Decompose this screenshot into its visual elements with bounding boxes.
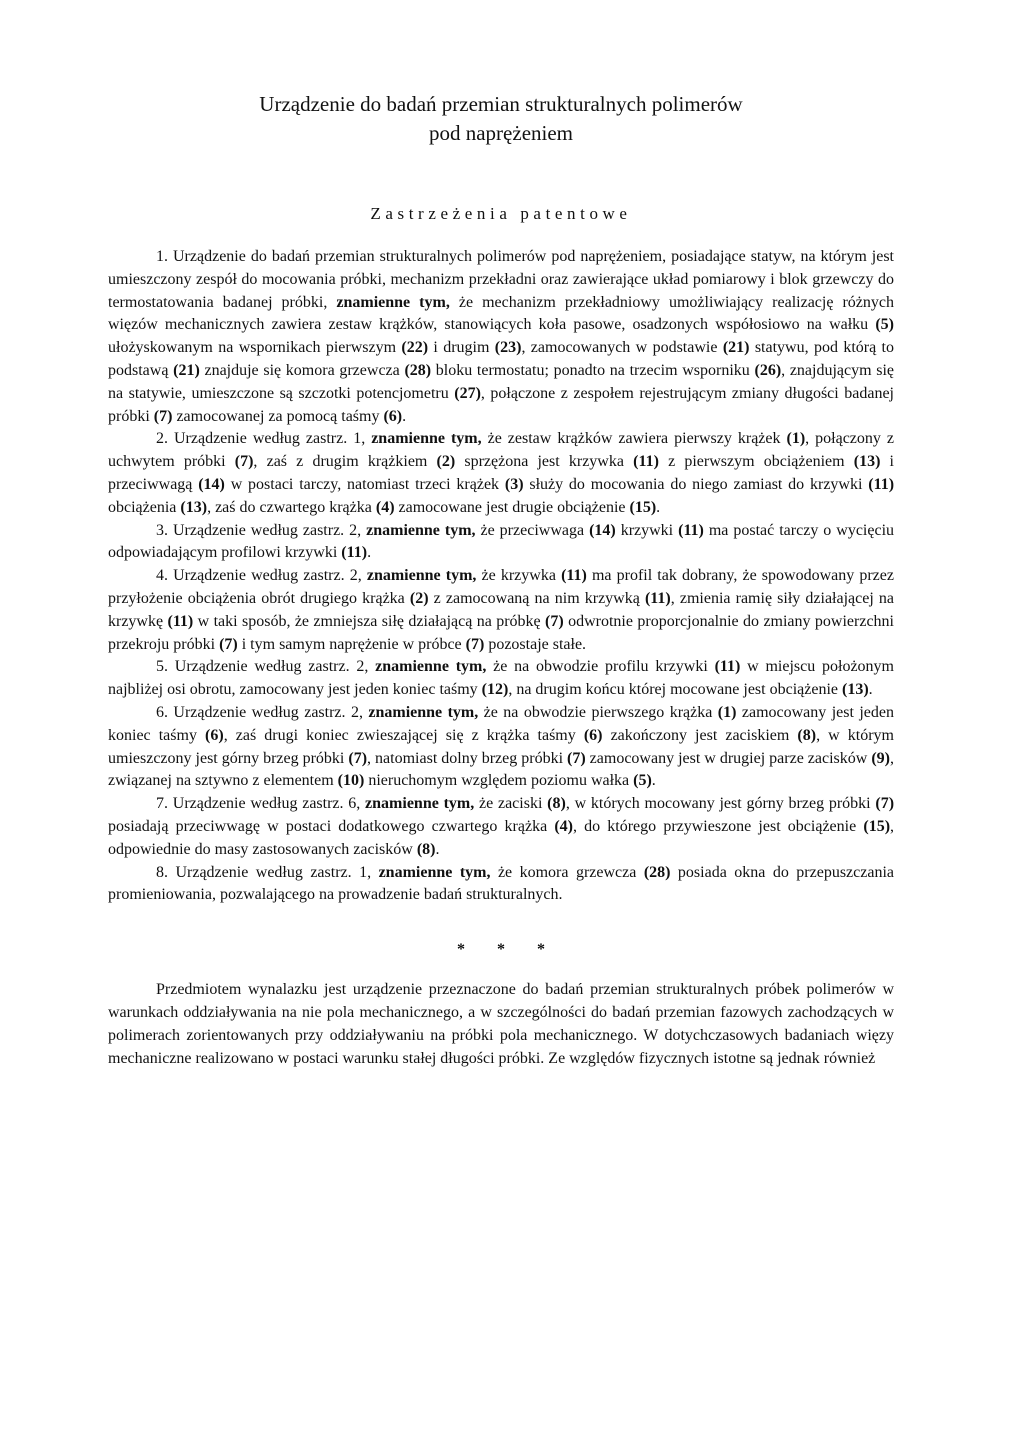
- claim-emphasis: znamienne tym,: [378, 863, 491, 881]
- description-paragraph: Przedmiotem wynalazku jest urządzenie przeznaczone do badań przemian strukturalnych próbek polimerów w warunkach oddziaływania na nie pola mechanicznego, a w szczególności do badań przemian fazowych zachodzących w polimerach zorientowanych przy oddziaływaniu na próbki pola mechanicznego. W dotychczasowych badaniach więzy mechaniczne realizowano w postaci warunku stałej długości próbki. Ze względów fizycznych istotne są jednak również: [108, 981, 894, 1067]
- claim-emphasis: znamienne tym,: [375, 658, 487, 676]
- claim-text: i drugim: [428, 339, 495, 357]
- claim-emphasis: (21): [722, 339, 750, 357]
- section-heading: Zastrzeżenia patentowe: [370, 204, 632, 223]
- claim-text: pozostaje stałe.: [484, 635, 587, 653]
- claims-list: [108, 246, 894, 907]
- claim-emphasis: (13): [842, 681, 869, 699]
- claim-emphasis: (2): [436, 453, 456, 471]
- claim-emphasis: (13): [180, 498, 208, 516]
- claim-text: .: [402, 407, 407, 425]
- claim-text: , połączony z uchwytem próbki: [108, 430, 894, 471]
- claim-text: bloku termostatu; ponadto na trzecim wsporniku: [431, 361, 755, 379]
- claim-emphasis: (6): [383, 407, 403, 425]
- claim-paragraph: [108, 246, 894, 428]
- claim-emphasis: (28): [404, 361, 432, 379]
- claim-emphasis: (10): [337, 772, 365, 790]
- claim-text: , znajdującym się na statywie, umieszczone są szczotki potencjometru: [108, 361, 895, 402]
- claim-text: obciążenia: [108, 498, 181, 516]
- claim-emphasis: (27): [454, 384, 481, 402]
- claim-text: 3. Urządzenie według zastrz. 2,: [156, 521, 367, 539]
- claim-emphasis: (9): [871, 749, 890, 767]
- claim-text: z pierwszym obciążeniem: [658, 453, 854, 471]
- claim-text: krzywki: [615, 521, 679, 539]
- claim-text: .: [651, 772, 656, 790]
- claim-emphasis: znamienne tym,: [366, 521, 476, 539]
- claim-text: w postaci tarczy, natomiast trzeci krążek: [224, 475, 505, 493]
- claim-emphasis: (5): [875, 316, 894, 334]
- claim-text: i przeciwwagą: [108, 453, 895, 493]
- claim-emphasis: znamienne tym,: [336, 293, 450, 311]
- claim-emphasis: (7): [219, 635, 238, 653]
- claim-emphasis: (4): [554, 817, 573, 835]
- claim-text: zamocowane jest drugie obciążenie: [394, 498, 630, 516]
- claim-emphasis: (3): [504, 475, 524, 493]
- claim-emphasis: (11): [633, 453, 659, 471]
- claim-text: 4. Urządzenie według zastrz. 2,: [156, 567, 367, 585]
- claim-emphasis: (7): [234, 453, 254, 471]
- claim-emphasis: (11): [644, 589, 671, 607]
- claim-paragraph: [108, 702, 894, 793]
- claim-emphasis: (7): [567, 749, 586, 767]
- claim-emphasis: znamienne tym,: [371, 430, 482, 448]
- claim-emphasis: (11): [714, 658, 741, 676]
- claim-text: .: [367, 544, 372, 562]
- claim-text: znajduje się komora grzewcza: [199, 361, 405, 379]
- claim-emphasis: (11): [868, 475, 895, 493]
- claim-emphasis: (26): [754, 361, 782, 379]
- claim-text: że przeciwwaga: [475, 521, 590, 539]
- claim-paragraph: [108, 428, 894, 519]
- claim-emphasis: (12): [481, 681, 509, 699]
- claim-paragraph: [108, 656, 894, 702]
- claim-emphasis: (11): [167, 612, 194, 630]
- claim-emphasis: (15): [863, 817, 891, 835]
- claim-text: 2. Urządzenie według zastrz. 1,: [156, 430, 372, 448]
- claim-text: statywu, pod którą to podstawą: [108, 339, 894, 379]
- claim-emphasis: (11): [678, 521, 704, 539]
- claim-emphasis: znamienne tym,: [368, 703, 479, 721]
- claim-text: że na obwodzie pierwszego krążka: [478, 703, 718, 721]
- claim-emphasis: (21): [173, 361, 200, 379]
- claim-text: , związanej na sztywno z elementem: [108, 749, 894, 790]
- claim-text: zamocowany jest w drugiej parze zacisków: [585, 749, 872, 767]
- claim-emphasis: (28): [643, 863, 671, 881]
- claim-emphasis: (8): [797, 726, 817, 744]
- claim-emphasis: (7): [545, 612, 564, 630]
- claim-emphasis: (8): [416, 840, 436, 858]
- claim-text: ma profil tak dobrany, że spowodowany przez przyłożenie obciążenia obrót drugiego krążka: [108, 567, 894, 607]
- claim-emphasis: (14): [589, 521, 616, 539]
- claim-emphasis: (22): [401, 339, 429, 357]
- claim-text: 7. Urządzenie według zastrz. 6,: [156, 795, 366, 813]
- claim-text: .: [656, 498, 661, 516]
- claim-text: , zamocowanych w podstawie: [521, 339, 723, 357]
- claim-emphasis: (1): [786, 430, 806, 448]
- claim-text: .: [435, 840, 440, 858]
- claim-text: że krzywka: [476, 567, 562, 585]
- claim-emphasis: (23): [494, 339, 522, 357]
- claim-text: nieruchomym względem poziomu wałka: [364, 772, 634, 790]
- claim-emphasis: (7): [465, 635, 485, 653]
- claim-text: posiada okna do przepuszczania promieniowania, pozwalającego na prowadzenie badań strukturalnych.: [108, 863, 895, 904]
- claim-paragraph: [108, 565, 894, 656]
- claim-emphasis: (11): [561, 567, 587, 585]
- claim-emphasis: (5): [633, 772, 652, 790]
- claim-text: zamocowany jest jeden koniec taśmy: [108, 703, 895, 744]
- claim-emphasis: znamienne tym,: [366, 567, 477, 585]
- claim-text: 5. Urządzenie według zastrz. 2,: [156, 658, 376, 676]
- claim-text: odwrotnie proporcjonalnie do zmiany powierzchni przekroju próbki: [108, 612, 894, 653]
- claim-text: .: [868, 681, 873, 699]
- claim-text: , zmienia ramię siły działającej na krzywkę: [108, 589, 895, 630]
- document-title-line-1: Urządzenie do badań przemian strukturalnych polimerów: [259, 92, 743, 116]
- claim-text: , w którym umieszczony jest górny brzeg próbki: [108, 726, 894, 767]
- claim-paragraph: [108, 862, 894, 908]
- claim-text: , w których mocowany jest górny brzeg próbki: [565, 795, 876, 813]
- claim-paragraph: [108, 793, 894, 861]
- claim-text: ułożyskowanym na wspornikach pierwszym: [108, 339, 402, 357]
- claim-emphasis: (15): [629, 498, 657, 516]
- claim-emphasis: (13): [853, 453, 881, 471]
- claim-text: , zaś z drugim krążkiem: [253, 453, 437, 471]
- document-page: [108, 90, 894, 1086]
- document-title: [108, 90, 894, 148]
- claim-text: że na obwodzie profilu krzywki: [486, 658, 715, 676]
- claim-text: , odpowiednie do masy zastosowanych zacisków: [108, 817, 895, 858]
- claim-text: , zaś drugi koniec zwieszającej się z krążka taśmy: [223, 726, 584, 744]
- claim-text: 1. Urządzenie do badań przemian strukturalnych polimerów pod naprężeniem, posiadające statyw, na którym jest umieszczony zespół do mocowania próbki, mechanizm przekładni oraz zawierające układ pomiarowy i blok grzewczy do termostatowania badanej próbki,: [108, 248, 894, 311]
- document-title-line-2: pod naprężeniem: [428, 121, 574, 145]
- claim-text: posiadają przeciwwagę w postaci dodatkowego czwartego krążka: [108, 817, 555, 835]
- claim-emphasis: (7): [153, 407, 173, 425]
- claim-text: że zaciski: [474, 795, 548, 813]
- section-separator: * * *: [457, 941, 559, 959]
- claim-text: 8. Urządzenie według zastrz. 1,: [156, 863, 379, 881]
- claim-text: że komora grzewcza: [490, 863, 644, 881]
- claim-emphasis: (7): [875, 795, 895, 813]
- claim-paragraph: [108, 520, 894, 566]
- claim-text: , natomiast dolny brzeg próbki: [367, 749, 568, 767]
- claim-text: ma postać tarczy o wycięciu odpowiadającym profilowi krzywki: [108, 521, 895, 562]
- claim-emphasis: (6): [583, 726, 603, 744]
- claim-emphasis: (4): [375, 498, 395, 516]
- claim-emphasis: znamienne tym,: [365, 795, 475, 813]
- claim-text: że mechanizm przekładniowy umożliwiający realizację różnych więzów mechanicznych zawiera zestaw krążków, stanowiących koła pasowe, osadzonych współosiowo na wałku: [108, 293, 895, 334]
- claim-emphasis: (7): [348, 749, 368, 767]
- claim-text: zamocowanej za pomocą taśmy: [172, 407, 384, 425]
- claim-emphasis: (2): [409, 589, 429, 607]
- claim-text: że zestaw krążków zawiera pierwszy krążek: [481, 430, 787, 448]
- claim-text: 6. Urządzenie według zastrz. 2,: [156, 703, 369, 721]
- claim-text: z zamocowaną na nim krzywką: [428, 589, 645, 607]
- claim-emphasis: (11): [341, 544, 368, 562]
- claim-emphasis: (14): [198, 475, 225, 493]
- claim-text: zakończony jest zaciskiem: [602, 726, 798, 744]
- claim-emphasis: (1): [717, 703, 737, 721]
- claim-text: i tym samym naprężenie w próbce: [237, 635, 466, 653]
- claim-text: , zaś do czwartego krążka: [207, 498, 376, 516]
- claim-text: w taki sposób, że zmniejsza siłę działającą na próbkę: [193, 612, 546, 630]
- claim-text: w miejscu położonym najbliżej osi obrotu, zamocowany jest jeden koniec taśmy: [108, 658, 895, 699]
- claim-text: służy do mocowania do niego zamiast do krzywki: [523, 475, 869, 493]
- claim-text: , do którego przywieszone jest obciążenie: [572, 817, 864, 835]
- claim-text: , na drugim końcu której mocowane jest obciążenie: [508, 681, 842, 699]
- claim-emphasis: (8): [547, 795, 566, 813]
- claim-emphasis: (6): [205, 726, 224, 744]
- claim-text: sprzężona jest krzywka: [455, 453, 634, 471]
- claim-text: , połączone z zespołem rejestrującym zmiany długości badanej próbki: [108, 384, 894, 425]
